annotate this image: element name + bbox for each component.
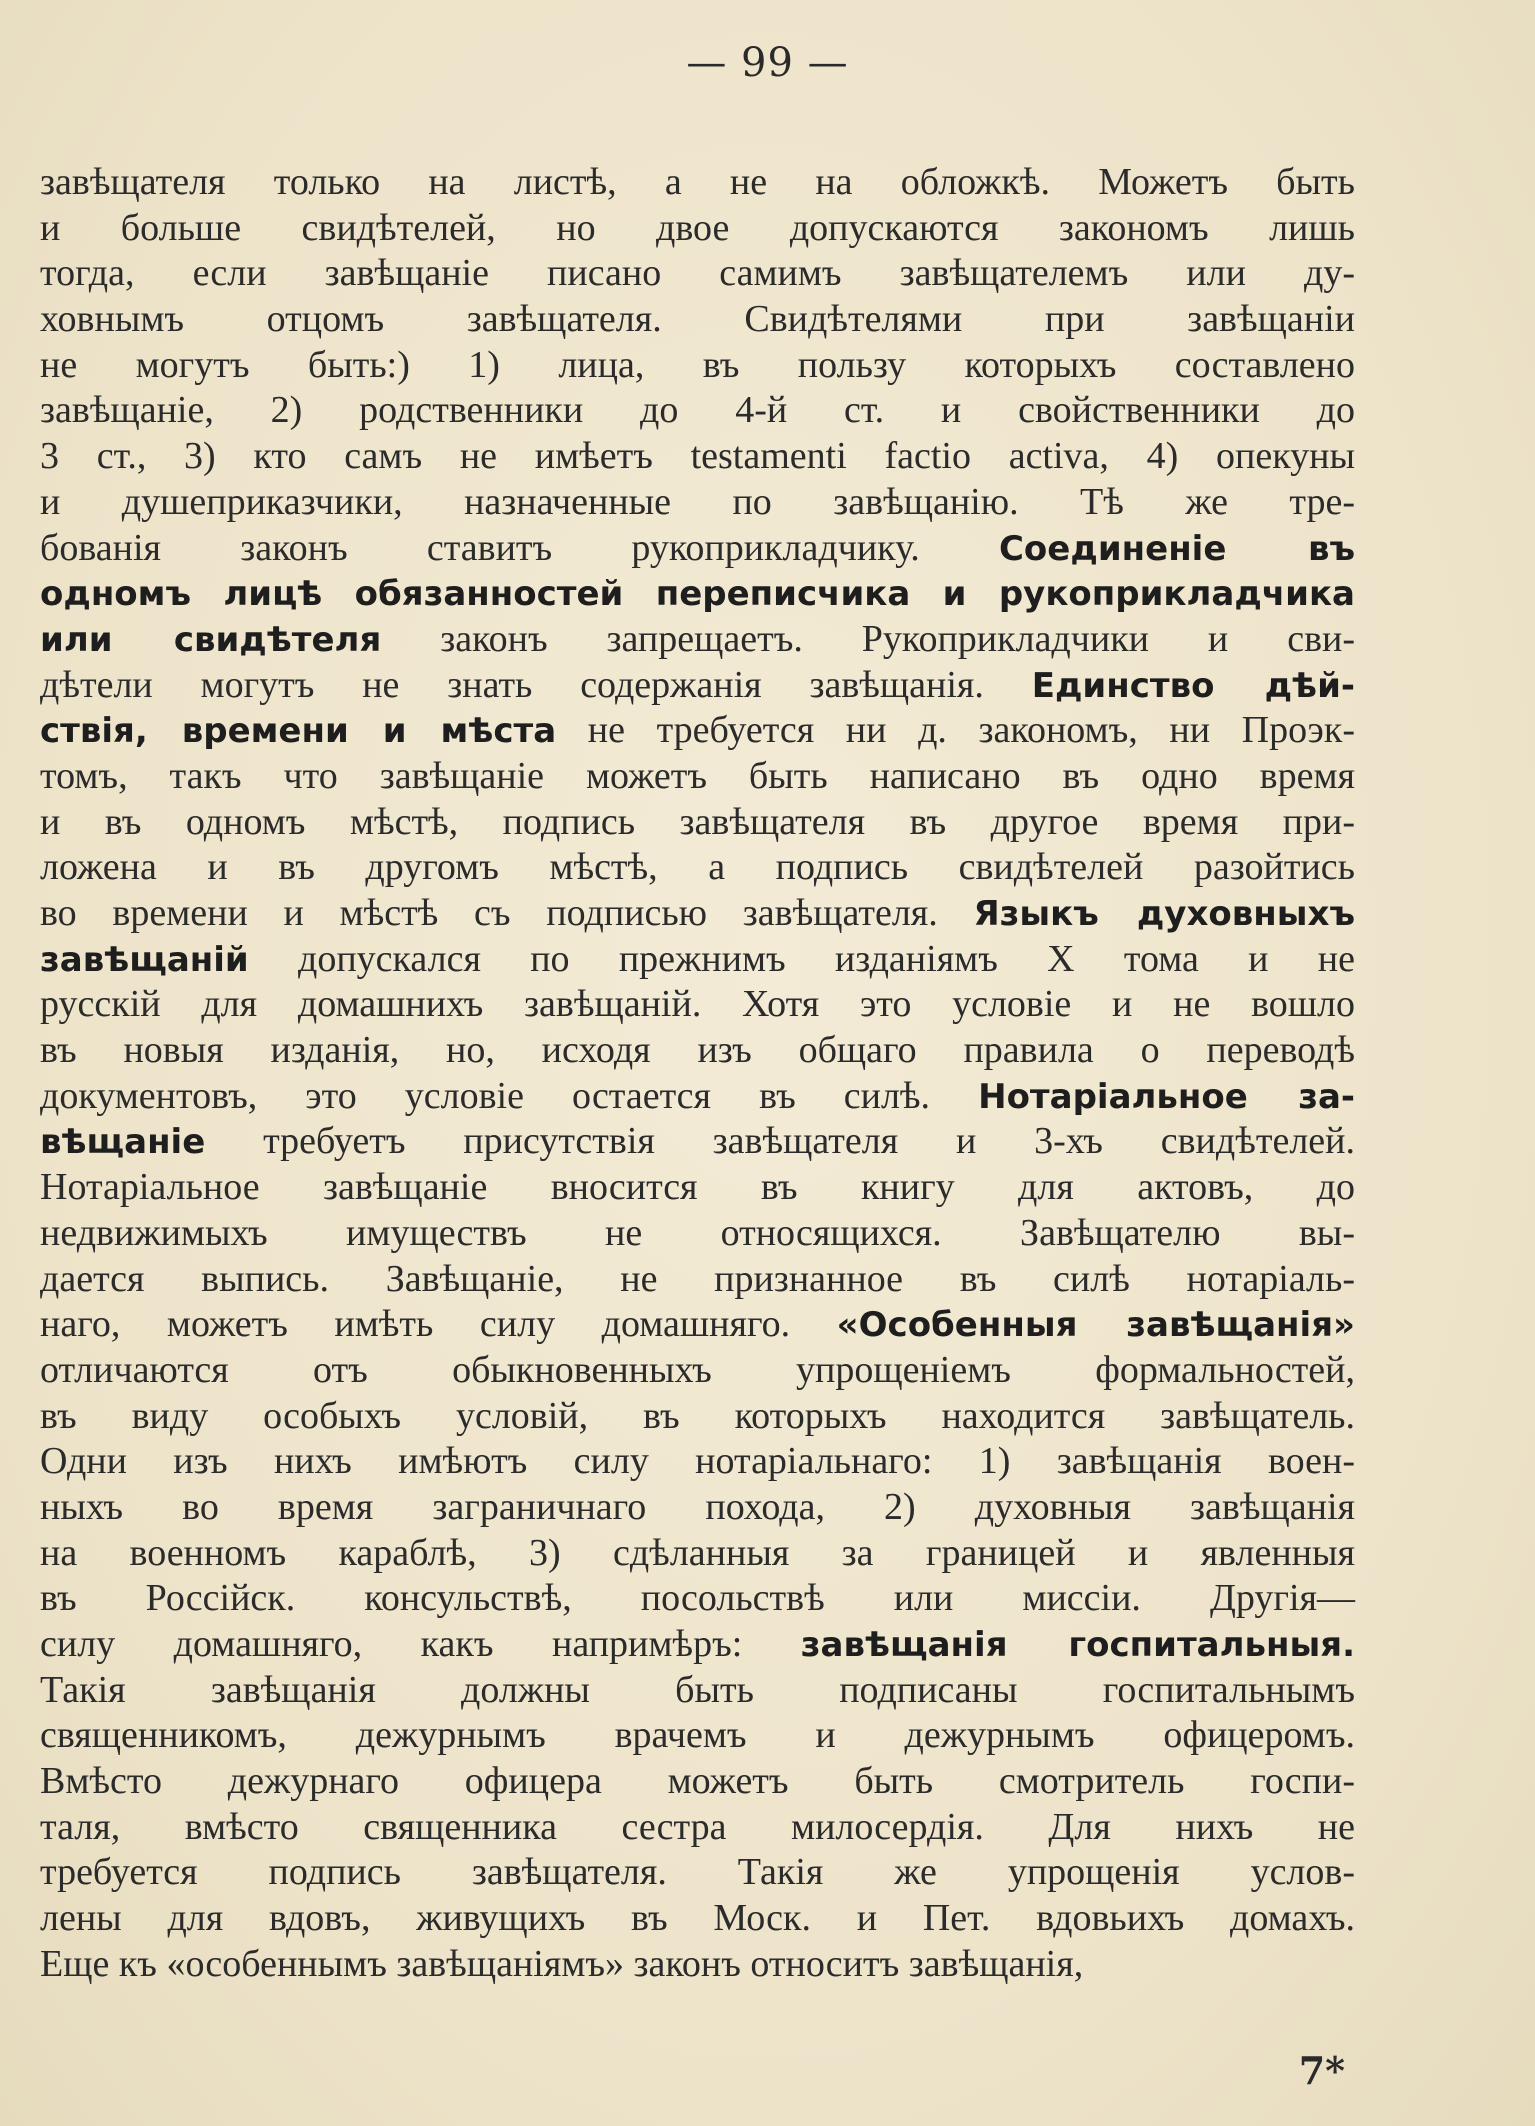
text-run: въ виду особыхъ условій, въ которыхъ находится завѣщатель. [40, 1394, 1355, 1437]
text-line [40, 251, 1355, 297]
text-run: и больше свидѣтелей, но двое допускаются закономъ лишь [40, 206, 1355, 249]
text-line [40, 1394, 1355, 1440]
text-line [40, 480, 1355, 526]
text-run: Еще къ «особеннымъ завѣщаніямъ» законъ относитъ завѣщанія, [40, 1942, 1084, 1985]
text-line [40, 1850, 1355, 1896]
text-line [40, 845, 1355, 891]
text-run: бованія законъ ставитъ рукоприкладчику. [40, 526, 999, 569]
text-run: тогда, если завѣщаніе писано самимъ завѣщателемъ или ду- [40, 252, 1355, 295]
bold-term: Соединеніе въ [998, 528, 1356, 569]
bold-term: «Особенныя завѣщанія» [836, 1305, 1356, 1346]
text-line [40, 343, 1355, 389]
text-run: Вмѣсто дежурнаго офицера можетъ быть смотритель госпи- [40, 1760, 1355, 1803]
text-run: дается выпись. Завѣщаніе, не признанное въ силѣ нотаріаль- [40, 1257, 1355, 1300]
bold-term: завѣщанія госпитальныя. [800, 1625, 1355, 1665]
text-line [40, 754, 1355, 800]
text-run: таля, вмѣсто священника сестра милосердія. Для нихъ не [40, 1805, 1355, 1848]
text-line [40, 1942, 1355, 1988]
text-line [40, 1805, 1355, 1851]
text-line [40, 1165, 1355, 1211]
bold-term: одномъ лицѣ обязанностей переписчика и рукоприкладчика [40, 574, 1355, 615]
text-run: недвижимыхъ имуществъ не относящихся. Завѣщателю вы- [40, 1211, 1355, 1254]
text-line [40, 1759, 1355, 1805]
text-run: не требуется ни д. закономъ, ни Проэк- [556, 709, 1355, 752]
text-run: ложена и въ другомъ мѣстѣ, а подпись свидѣтелей разойтись [40, 846, 1355, 889]
text-line [40, 1896, 1355, 1942]
text-run: завѣщателя только на листѣ, а не на обложкѣ. Можетъ быть [40, 161, 1355, 203]
bold-term: Языкъ духовныхъ [973, 894, 1355, 934]
text-line [40, 1668, 1355, 1714]
text-run: Нотаріальное завѣщаніе вносится въ книгу для актовъ, до [40, 1166, 1355, 1209]
bold-term: Единство дѣй- [1031, 665, 1356, 706]
text-run: во времени и мѣстѣ съ подписью завѣщателя. [40, 892, 974, 934]
bold-term: завѣщаній [40, 939, 249, 980]
text-run: не могутъ быть:) 1) лица, въ пользу которыхъ составлено [40, 343, 1355, 386]
text-run: на военномъ караблѣ, 3) сдѣланныя за границей и явленныя [40, 1531, 1355, 1574]
text-line [40, 1119, 1355, 1165]
text-line [40, 388, 1355, 434]
text-run: требуетъ присутствія завѣщателя и 3-хъ свидѣтелей. [205, 1120, 1355, 1163]
text-line [40, 708, 1355, 754]
bold-term: ствія, времени и мѣста [40, 711, 557, 752]
text-line [40, 1622, 1355, 1668]
text-run: силу домашняго, какъ напримѣръ: [40, 1623, 801, 1665]
text-line [40, 1576, 1355, 1622]
signature-mark: 7* [1298, 2048, 1345, 2093]
text-line [40, 663, 1355, 709]
text-line [40, 160, 1355, 206]
text-line [40, 526, 1355, 572]
text-line [40, 1074, 1355, 1120]
text-run: допускался по прежнимъ изданіямъ X тома и не [248, 937, 1355, 980]
bold-term: вѣщаніе [40, 1122, 206, 1163]
text-line [40, 297, 1355, 343]
text-line [40, 1485, 1355, 1531]
text-run: въ Россійск. консульствѣ, посольствѣ или миссіи. Другія— [40, 1577, 1355, 1620]
bold-term: Нотаріальное за- [978, 1076, 1356, 1117]
text-run: ныхъ во время заграничнаго похода, 2) духовныя завѣщанія [40, 1485, 1355, 1528]
text-line [40, 1531, 1355, 1577]
body-text [40, 160, 1355, 1988]
text-line [40, 1211, 1355, 1257]
text-line [40, 800, 1355, 846]
text-line [40, 937, 1355, 983]
text-line [40, 1302, 1355, 1348]
text-line [40, 571, 1355, 617]
text-line [40, 206, 1355, 252]
text-run: и душеприказчики, назначенные по завѣщанію. Тѣ же тре- [40, 480, 1355, 523]
text-line [40, 434, 1355, 480]
text-run: Такія завѣщанія должны быть подписаны госпитальнымъ [40, 1668, 1355, 1711]
text-line [40, 891, 1355, 937]
page-number: — 99 — [686, 40, 849, 86]
text-line [40, 1028, 1355, 1074]
text-run: документовъ, это условіе остается въ силѣ. [40, 1074, 979, 1117]
text-line [40, 617, 1355, 663]
text-line [40, 1713, 1355, 1759]
text-run: русскій для домашнихъ завѣщаній. Хотя это условіе и не вошло [40, 983, 1355, 1026]
text-run: законъ запрещаетъ. Рукоприкладчики и сви- [381, 617, 1355, 660]
text-run: Одни изъ нихъ имѣютъ силу нотаріальнаго: 1) завѣщанія воен- [40, 1440, 1355, 1483]
text-line [40, 1439, 1355, 1485]
text-line [40, 982, 1355, 1028]
text-line [40, 1257, 1355, 1303]
text-run: и въ одномъ мѣстѣ, подпись завѣщателя въ другое время при- [40, 800, 1355, 843]
text-run: священникомъ, дежурнымъ врачемъ и дежурнымъ офицеромъ. [40, 1714, 1355, 1757]
text-run: въ новыя изданія, но, исходя изъ общаго правила о переводѣ [40, 1029, 1355, 1072]
text-line [40, 1348, 1355, 1394]
text-run: дѣтели могутъ не знать содержанія завѣщанія. [40, 663, 1032, 706]
text-run: наго, можетъ имѣть силу домашняго. [40, 1303, 837, 1346]
text-run: лены для вдовъ, живущихъ въ Моск. и Пет. вдовьихъ домахъ. [40, 1897, 1355, 1940]
text-run: отличаются отъ обыкновенныхъ упрощеніемъ формальностей, [40, 1348, 1355, 1391]
text-run: завѣщаніе, 2) родственники до 4-й ст. и свойственники до [40, 389, 1355, 432]
text-run: ховнымъ отцомъ завѣщателя. Свидѣтелями при завѣщаніи [40, 298, 1355, 341]
text-run: требуется подпись завѣщателя. Такія же упрощенія услов- [40, 1851, 1355, 1894]
text-run: 3 ст., 3) кто самъ не имѣетъ testamenti factio activa, 4) опекуны [40, 435, 1355, 478]
text-run: томъ, такъ что завѣщаніе можетъ быть написано въ одно время [40, 754, 1355, 797]
bold-term: или свидѣтеля [40, 619, 382, 660]
